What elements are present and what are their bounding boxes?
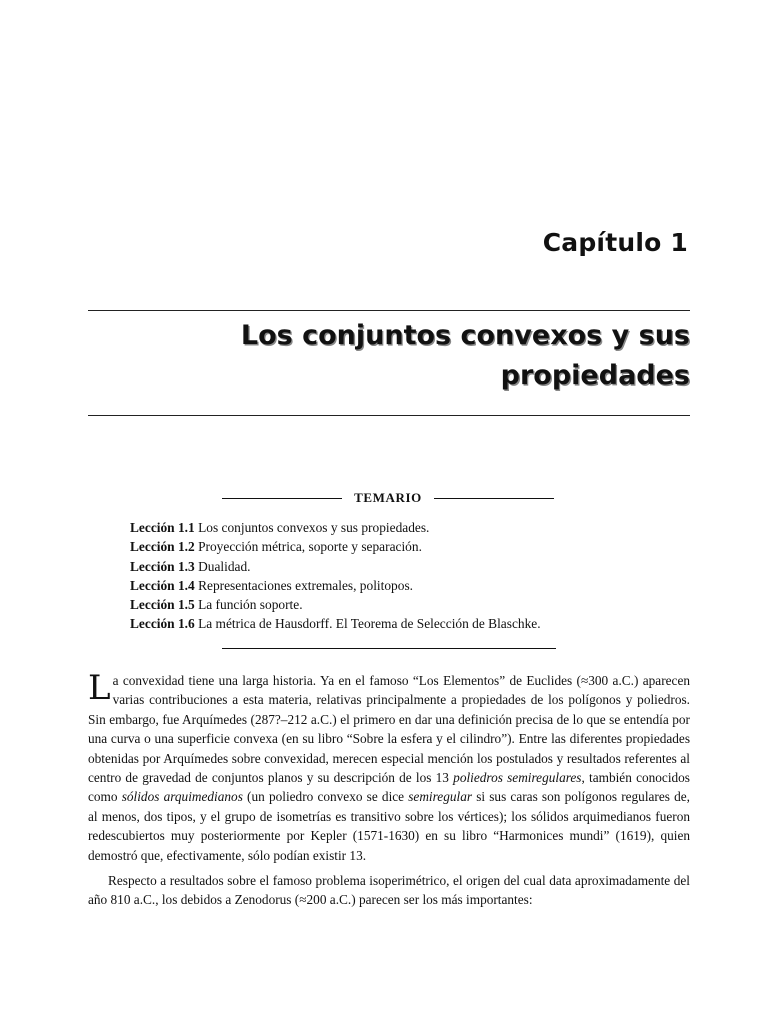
title-rule-top xyxy=(88,310,690,311)
chapter-title-line-2: propiedades xyxy=(500,360,690,391)
lesson-title: Dualidad. xyxy=(198,558,251,574)
chapter-label: Capítulo 1 xyxy=(542,228,688,257)
lesson-item xyxy=(130,576,650,595)
lesson-number: Lección 1.2 xyxy=(130,539,195,555)
temario-rule-right xyxy=(434,498,554,499)
chapter-title-line-1: Los conjuntos convexos y sus xyxy=(240,320,690,351)
drop-cap: L xyxy=(88,668,111,708)
title-rule-bottom xyxy=(88,415,690,416)
lesson-number: Lección 1.3 xyxy=(130,558,195,574)
chapter-title xyxy=(130,316,690,396)
lesson-number: Lección 1.5 xyxy=(130,597,195,613)
lesson-item xyxy=(130,614,650,633)
paragraph-2: Respecto a resultados sobre el famoso problema isoperimétrico, el origen del cual data aproximadamente del año 810 a.C., los debidos a Zenodorus (≈200 a.C.) parecen ser los más importantes: xyxy=(88,873,690,908)
lesson-title: Proyección métrica, soporte y separación. xyxy=(198,539,422,555)
paragraph-text: (un poliedro convexo se dice xyxy=(242,789,409,805)
lesson-item xyxy=(130,595,650,614)
paragraph-1 xyxy=(88,668,690,865)
lesson-list xyxy=(130,518,650,634)
lesson-title: Representaciones extremales, politopos. xyxy=(198,577,414,593)
paragraph-text: a convexidad tiene una larga historia. Ya en el famoso “Los Elementos” de Euclides (≈300 a.C.) aparecen varias contribuciones a esta materia, relativas principalmente a propiedades de los polígonos y poliedros. Sin embargo, fue Arquímedes (287?–212 a.C.) el primero en dar una definición precisa de lo que se entendía por una curva o una superficie convexa (en su libro “Sobre la esfera y el cilindro”). Entre las diferentes propiedades obtenidas por Arquímedes sobre convexidad, merecen especial mención los postulados y resultados referentes al centro de gravedad de conjuntos planos y su descripción de los 13 xyxy=(88,673,690,786)
paragraph-text: si sus caras son polígonos regulares de, al menos, dos tipos, y el grupo de isometrías es transitivo sobre los vértices); los sólidos arquimedianos fueron redescubiertos muy posteriormente por Kepler (1571-1630) en su libro “Harmonices mundi” (1619), quien demostró que, efectivamente, sólo podían existir 13. xyxy=(88,789,690,863)
lesson-item xyxy=(130,518,650,537)
emphasis-term: semiregular xyxy=(408,789,473,805)
temario-rule-left xyxy=(222,498,342,499)
lesson-title: La métrica de Hausdorff. El Teorema de Selección de Blaschke. xyxy=(198,616,541,632)
lesson-number: Lección 1.1 xyxy=(130,520,195,535)
temario-header xyxy=(222,490,554,506)
lesson-number: Lección 1.4 xyxy=(130,577,195,593)
paragraph-text: , también conocidos como xyxy=(88,770,690,805)
lesson-number: Lección 1.6 xyxy=(130,616,195,632)
emphasis-term: poliedros semiregulares xyxy=(453,770,582,786)
temario-rule-bottom xyxy=(222,648,556,649)
lesson-title: La función soporte. xyxy=(198,597,303,613)
lesson-title: Los conjuntos convexos y sus propiedades. xyxy=(198,520,430,535)
lesson-item xyxy=(130,557,650,576)
temario-heading: TEMARIO xyxy=(354,490,422,505)
lesson-item xyxy=(130,537,650,556)
emphasis-term: sólidos arquimedianos xyxy=(121,789,243,805)
body-text xyxy=(88,668,690,916)
